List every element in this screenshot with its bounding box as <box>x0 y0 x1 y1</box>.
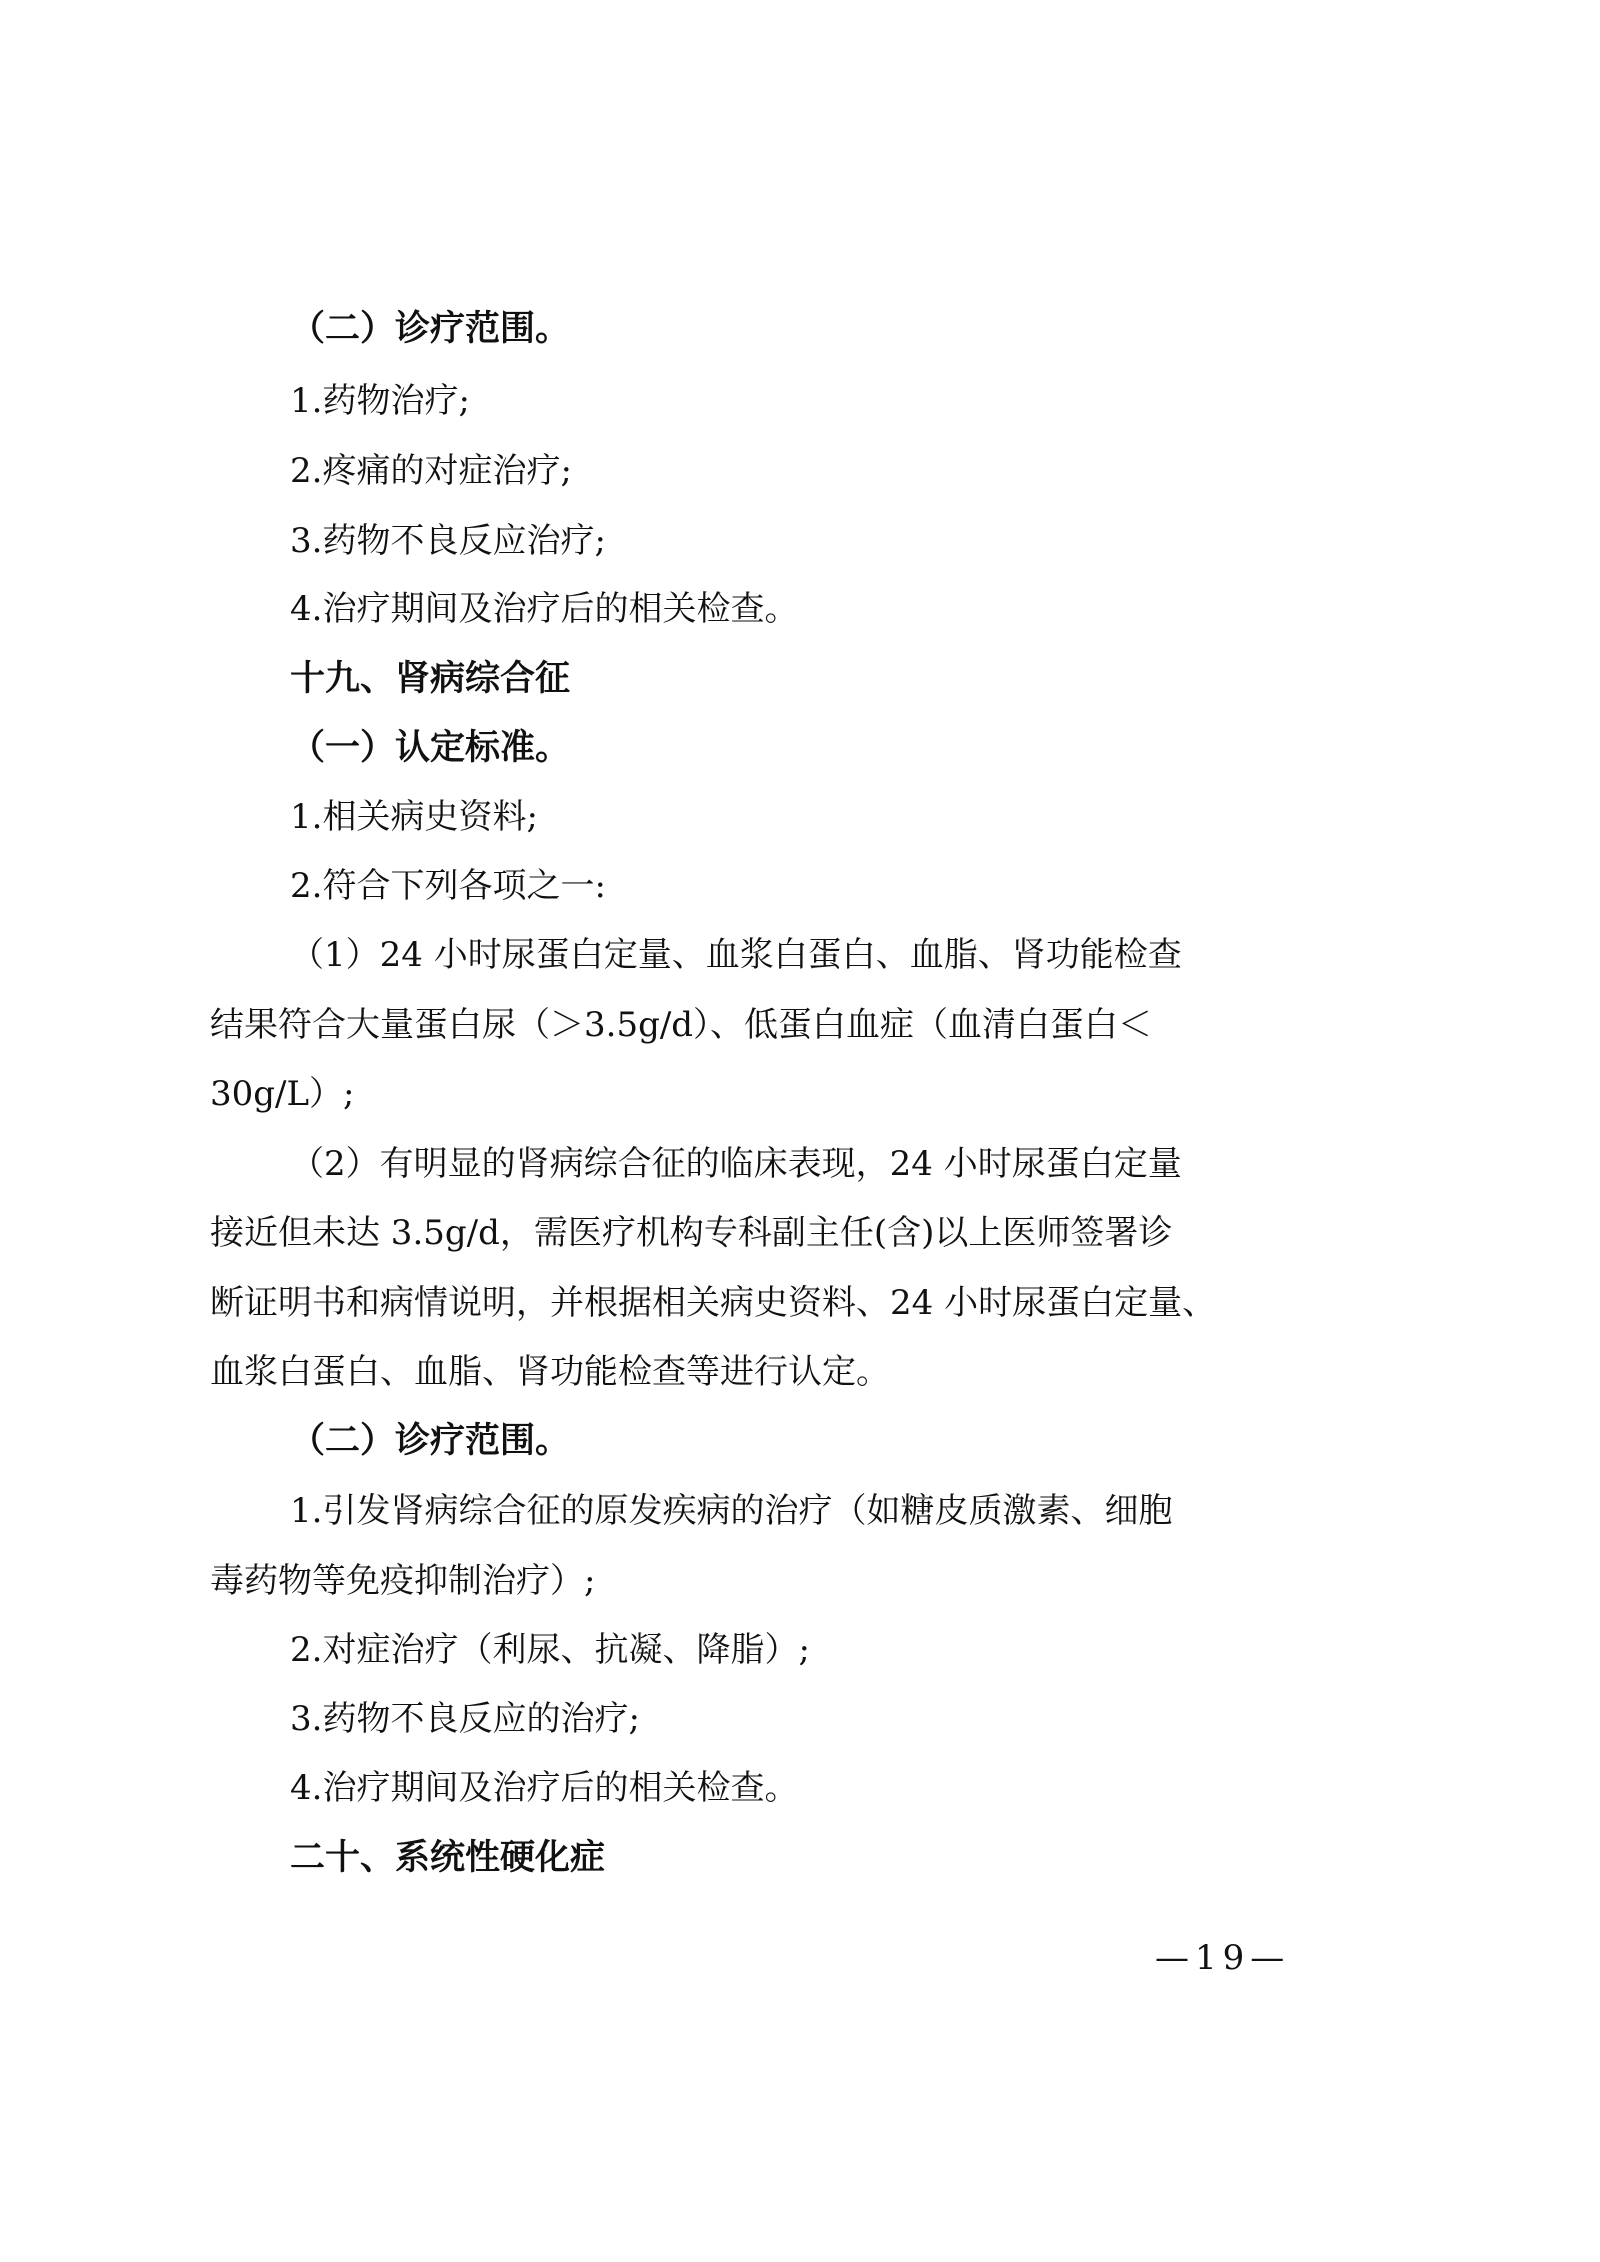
body-text-line: 毒药物等免疫抑制治疗）; <box>210 1561 596 1601</box>
body-text-line: 2.符合下列各项之一: <box>290 866 606 906</box>
body-text-line: 2.疼痛的对症治疗; <box>290 451 572 491</box>
body-text-line: 结果符合大量蛋白尿（＞3.5g/d）、低蛋白血症（血清白蛋白＜ <box>210 1005 1153 1045</box>
body-text-line: 血浆白蛋白、血脂、肾功能检查等进行认定。 <box>210 1352 890 1392</box>
section-heading: （二）诊疗范围。 <box>290 309 571 349</box>
body-text-line: 断证明书和病情说明，并根据相关病史资料、24 小时尿蛋白定量、 <box>210 1283 1217 1323</box>
section-heading: （二）诊疗范围。 <box>290 1421 571 1461</box>
body-text-line: 2.对症治疗（利尿、抗凝、降脂）; <box>290 1630 810 1670</box>
body-text-line: （1）24 小时尿蛋白定量、血浆白蛋白、血脂、肾功能检查 <box>290 935 1182 975</box>
body-text-line: 30g/L）; <box>210 1074 355 1114</box>
body-text-line: 3.药物不良反应治疗; <box>290 521 606 561</box>
body-text-line: （2）有明显的肾病综合征的临床表现，24 小时尿蛋白定量 <box>290 1144 1182 1184</box>
body-text-line: 1.相关病史资料; <box>290 797 538 837</box>
body-text-line: 4.治疗期间及治疗后的相关检查。 <box>290 1768 799 1808</box>
body-text-line: 1.药物治疗; <box>290 381 470 421</box>
body-text-line: 3.药物不良反应的治疗; <box>290 1699 640 1739</box>
page-number: —19— <box>1155 1938 1291 1978</box>
body-text-line: 接近但未达 3.5g/d，需医疗机构专科副主任(含)以上医师签署诊 <box>210 1213 1173 1253</box>
body-text-line: 4.治疗期间及治疗后的相关检查。 <box>290 589 799 629</box>
section-heading: 二十、系统性硬化症 <box>290 1838 606 1878</box>
section-heading: （一）认定标准。 <box>290 728 571 768</box>
section-heading: 十九、肾病综合征 <box>290 659 571 699</box>
body-text-line: 1.引发肾病综合征的原发疾病的治疗（如糖皮质激素、细胞 <box>290 1491 1173 1531</box>
